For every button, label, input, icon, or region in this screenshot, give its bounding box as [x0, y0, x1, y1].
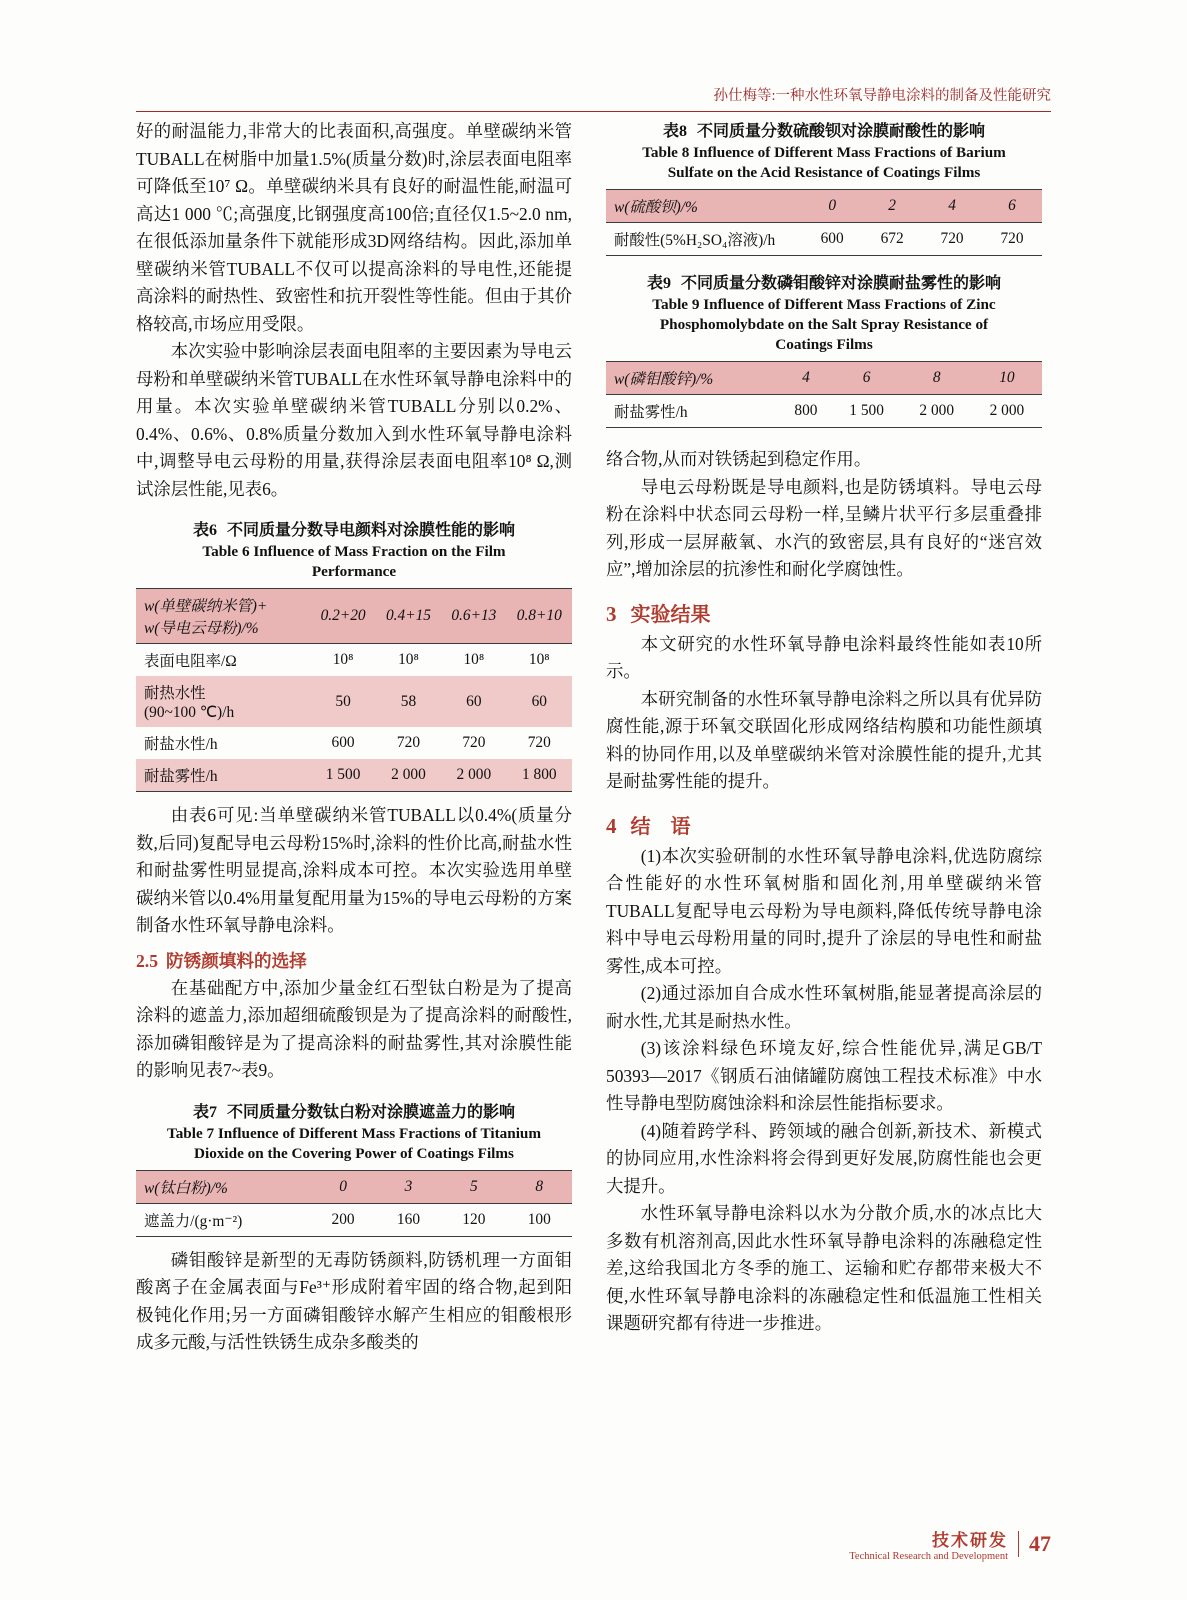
table-8-header-label: w(硫酸钡)/% — [614, 199, 698, 217]
table-8-caption-cn — [606, 118, 1042, 141]
table-9-caption-en-line1: Table 9 Influence of Different Mass Fractions of Zinc — [652, 296, 996, 314]
table-6-header-label: w(单壁碳纳米管)+ w(导电云母粉)/% — [144, 598, 268, 638]
running-head: 孙仕梅等:一种水性环氧导静电涂料的制备及性能研究 — [136, 84, 1051, 112]
table-8-row-label: 耐酸性(5%H₂SO₄溶液)/h — [614, 232, 776, 250]
page-number: 47 — [1018, 1531, 1051, 1557]
table-6-cell: 50 — [335, 692, 351, 710]
paragraph: 在基础配方中,添加少量金红石型钛白粉是为了提高涂料的遮盖力,添加超细硫酸钡是为了提高涂料的耐酸性,添加磷钼酸锌是为了提高涂料的耐盐雾性,其对涂膜性能的影响见表7~表9。 — [136, 977, 572, 1081]
table-row — [136, 1203, 572, 1236]
table-9-row-label: 耐盐雾性/h — [614, 404, 688, 422]
conclusion-paragraph: (1)本次实验研制的水性环氧导静电涂料,优选防腐综合性能好的水性环氧树脂和固化剂,用单壁碳纳米管TUBALL复配导电云母粉为导电颜料,降低传统导静电涂料中导电云母粉用量的同时,提升了涂层的导电性和耐盐雾性,成本可控。 — [606, 845, 1042, 976]
section-number: 3 — [606, 601, 617, 626]
table-8-block — [606, 118, 1042, 256]
paragraph: 由表6可见:当单壁碳纳米管TUBALL以0.4%(质量分数,后同)复配导电云母粉15%时,涂料的性价比高,耐盐水性和耐盐雾性明显提高,涂料成本可控。本次实验选用单壁碳纳米管以0.4%用量复配用量为15%的导电云母粉的方案制备水性环氧导静电涂料。 — [136, 805, 572, 936]
table-7-cell: 160 — [396, 1210, 421, 1228]
table-7-cell: 100 — [527, 1210, 551, 1228]
table-9-caption-en-line3: Coatings Films — [775, 336, 873, 354]
table-9-header-value: 4 — [802, 369, 810, 387]
paragraph: 好的耐温能力,非常大的比表面积,高强度。单壁碳纳米管TUBALL在树脂中加量1.5%(质量分数)时,涂层表面电阻率可降低至10⁷ Ω。单壁碳纳米具有良好的耐温性能,耐温可高达1 000 ℃;高强度,比钢强度高100倍;直径仅1.5~2.0 nm,在很低添加量条件下就能形成3D网络结构。因此,添加单壁碳纳米管TUBALL不仅可以提高涂料的导电性,还能提高涂料的耐热性、致密性和抗开裂性等性能。但由于其价格较高,市场应用受限。 — [136, 121, 572, 334]
paragraph: 导电云母粉既是导电颜料,也是防锈填料。导电云母粉在涂料中状态同云母粉一样,呈鳞片状平行多层重叠排列,形成一层屏蔽氧、水汽的致密层,具有良好的“迷宫效应”,增加涂层的抗渗性和耐化学腐蚀性。 — [606, 476, 1042, 580]
table-9-title-cn: 不同质量分数磷钼酸锌对涂膜耐盐雾性的影响 — [681, 275, 1002, 293]
table-6-cell: 2 000 — [391, 766, 426, 784]
section-title: 防锈颜填料的选择 — [166, 950, 307, 971]
table-9-caption-cn — [606, 270, 1042, 293]
table-9-cell: 800 — [794, 402, 818, 420]
section-heading-4 — [606, 810, 1042, 839]
table-7-label: 表7 — [192, 1103, 217, 1121]
table-8-caption-en-line2: Sulfate on the Acid Resistance of Coatings Films — [667, 164, 981, 182]
table-row — [136, 759, 572, 792]
table-7-header-label: w(钛白粉)/% — [144, 1179, 228, 1197]
paragraph: 本次实验中影响涂层表面电阻率的主要因素为导电云母粉和单壁碳纳米管TUBALL在水性环氧导静电涂料中的用量。本次实验单壁碳纳米管TUBALL分别以0.2%、0.4%、0.6%、0.8%质量分数加入到水性环氧导静电涂料中,调整导电云母粉的用量,获得涂层表面电阻率10⁸ Ω,测试涂层性能,见表6。 — [136, 341, 572, 499]
table-7-header-value: 0 — [339, 1177, 347, 1195]
table-9-header-label: w(磷钼酸锌)/% — [614, 371, 714, 389]
table-9-block — [606, 270, 1042, 428]
table-7-cell: 120 — [462, 1210, 486, 1228]
table-9-label: 表9 — [646, 275, 671, 293]
table-6-cell: 1 800 — [521, 766, 557, 784]
page-columns — [136, 118, 1051, 1490]
conclusion-paragraph: (2)通过添加自合成水性环氧树脂,能显著提高涂层的耐水性,尤其是耐热水性。 — [606, 983, 1042, 1031]
table-6-cell: 1 500 — [325, 766, 361, 784]
table-8-caption-en — [606, 143, 1042, 183]
table-row — [606, 223, 1042, 256]
table-8-header-value: 6 — [1008, 197, 1016, 215]
table-8-label: 表8 — [662, 123, 687, 140]
table-8-cell: 600 — [820, 230, 844, 248]
table-6 — [136, 588, 572, 792]
table-8-caption-en-line1: Table 8 Influence of Different Mass Fractions of Barium — [642, 144, 1006, 161]
table-8-cell: 672 — [880, 230, 904, 248]
table-7-caption-en-line2: Dioxide on the Covering Power of Coatings Films — [194, 1144, 514, 1162]
paragraph: 磷钼酸锌是新型的无毒防锈颜料,防锈机理一方面钼酸离子在金属表面与Fe³⁺形成附着牢固的络合物,起到阳极钝化作用;另一方面磷钼酸锌水解产生相应的钼酸根形成多元酸,与活性铁锈生成杂多酸类的 — [136, 1249, 572, 1353]
table-7-caption-en — [136, 1124, 572, 1164]
table-6-cell: 58 — [400, 692, 417, 710]
section-heading-2-5 — [136, 948, 572, 973]
table-6-cell: 720 — [462, 734, 486, 752]
table-row — [136, 1170, 572, 1203]
table-8-header-value: 2 — [888, 197, 896, 215]
page-footer — [849, 1526, 1051, 1562]
table-9-header-value: 8 — [932, 369, 941, 387]
table-9-header-value: 10 — [999, 369, 1015, 387]
table-7-header-value: 5 — [470, 1177, 478, 1195]
table-6-row-label: 耐盐水性/h — [144, 736, 218, 754]
table-8-title-cn: 不同质量分数硫酸钡对涂膜耐酸性的影响 — [697, 123, 986, 140]
table-6-header-value: 0.8+10 — [516, 607, 562, 625]
paragraph: 络合物,从而对铁锈起到稳定作用。 — [606, 449, 872, 470]
left-column — [136, 118, 572, 1490]
paragraph: 本研究制备的水性环氧导静电涂料之所以具有优异防腐性能,源于环氧交联固化形成网络结构膜和功能性颜填料的协同作用,以及单壁碳纳米管对涂膜性能的提升,尤其是耐盐雾性能的提升。 — [606, 688, 1042, 792]
table-6-cell: 60 — [531, 692, 547, 710]
table-6-cell: 720 — [527, 734, 551, 752]
table-7-caption-cn — [136, 1099, 572, 1122]
table-row — [136, 589, 572, 644]
table-8-cell: 720 — [1000, 230, 1024, 248]
table-6-cell: 10⁸ — [528, 651, 550, 669]
table-row — [136, 727, 572, 759]
paragraph: 本文研究的水性环氧导静电涂料最终性能如表10所示。 — [606, 633, 1042, 682]
table-9-cell: 1 500 — [849, 402, 884, 420]
table-9-caption-en — [606, 295, 1042, 355]
footer-brand-en: Technical Research and Development — [849, 1551, 1008, 1562]
table-6-cell: 720 — [396, 734, 421, 752]
table-8-header-value: 0 — [828, 197, 837, 215]
paragraph: 水性环氧导静电涂料以水为分散介质,水的冰点比大多数有机溶剂高,因此水性环氧导静电涂料的冻融稳定性差,这给我国北方冬季的施工、运输和贮存都带来极大不便,水性环氧导静电涂料的冻融稳定性和低温施工性相关课题研究都有待进一步推进。 — [606, 1203, 1042, 1334]
table-8-header-value: 4 — [948, 197, 956, 215]
table-7 — [136, 1170, 572, 1237]
table-7-header-value: 8 — [535, 1177, 544, 1195]
section-number: 2.5 — [136, 950, 158, 971]
table-6-caption-en — [136, 542, 572, 582]
table-row — [136, 676, 572, 727]
table-6-block — [136, 517, 572, 792]
table-6-label: 表6 — [192, 522, 217, 539]
right-column — [606, 118, 1042, 1490]
table-7-header-value: 3 — [404, 1177, 413, 1195]
table-6-cell: 10⁸ — [332, 651, 354, 669]
table-6-row-label: 耐热水性 (90~100 ℃)/h — [144, 685, 235, 722]
table-6-cell: 600 — [331, 734, 355, 752]
table-7-title-cn: 不同质量分数钛白粉对涂膜遮盖力的影响 — [227, 1103, 516, 1121]
table-9-cell: 2 000 — [989, 402, 1025, 420]
section-heading-3 — [606, 598, 1042, 627]
table-6-row-label: 表面电阻率/Ω — [144, 653, 237, 671]
table-6-cell: 2 000 — [456, 766, 492, 784]
table-6-cell: 10⁸ — [463, 651, 485, 669]
table-6-caption-en-line2: Performance — [311, 563, 397, 581]
conclusion-paragraph: (3)该涂料绿色环境友好,综合性能优异,满足GB/T 50393—2017《钢质石油储罐防腐蚀工程技术标准》中水性导静电型防腐蚀涂料和涂层性能指标要求。 — [606, 1038, 1042, 1114]
table-row — [606, 362, 1042, 395]
table-9-header-value: 6 — [862, 369, 871, 387]
table-7-block — [136, 1099, 572, 1237]
table-9-cell: 2 000 — [919, 402, 955, 420]
table-8-cell: 720 — [940, 230, 964, 248]
section-title: 实验结果 — [630, 603, 711, 626]
table-row — [606, 190, 1042, 223]
footer-brand-cn: 技术研发 — [932, 1531, 1008, 1550]
table-row — [606, 395, 1042, 428]
table-6-header-value: 0.6+13 — [451, 607, 497, 625]
table-8 — [606, 189, 1042, 256]
table-6-cell: 10⁸ — [398, 651, 419, 669]
conclusion-paragraph: (4)随着跨学科、跨领域的融合创新,新技术、新模式的协同应用,水性涂料将会得到更好发展,防腐性能也会更大提升。 — [606, 1120, 1042, 1196]
section-number: 4 — [606, 813, 617, 838]
table-6-title-cn: 不同质量分数导电颜料对涂膜性能的影响 — [227, 522, 516, 539]
table-9 — [606, 361, 1042, 428]
table-6-header-value: 0.4+15 — [385, 607, 431, 625]
table-6-header-value: 0.2+20 — [320, 607, 366, 625]
table-6-row-label: 耐盐雾性/h — [144, 768, 218, 786]
table-9-caption-en-line2: Phosphomolybdate on the Salt Spray Resistance of — [659, 316, 989, 334]
table-7-row-label: 遮盖力/(g·m⁻²) — [144, 1212, 243, 1230]
table-row — [136, 644, 572, 677]
table-6-caption-cn — [136, 517, 572, 540]
table-7-cell: 200 — [331, 1210, 355, 1228]
section-title: 结 语 — [630, 815, 691, 838]
table-6-cell: 60 — [466, 692, 482, 710]
table-7-caption-en-line1: Table 7 Influence of Different Mass Fractions of Titanium — [166, 1124, 542, 1142]
table-6-caption-en-line1: Table 6 Influence of Mass Fraction on the Film — [202, 543, 506, 560]
